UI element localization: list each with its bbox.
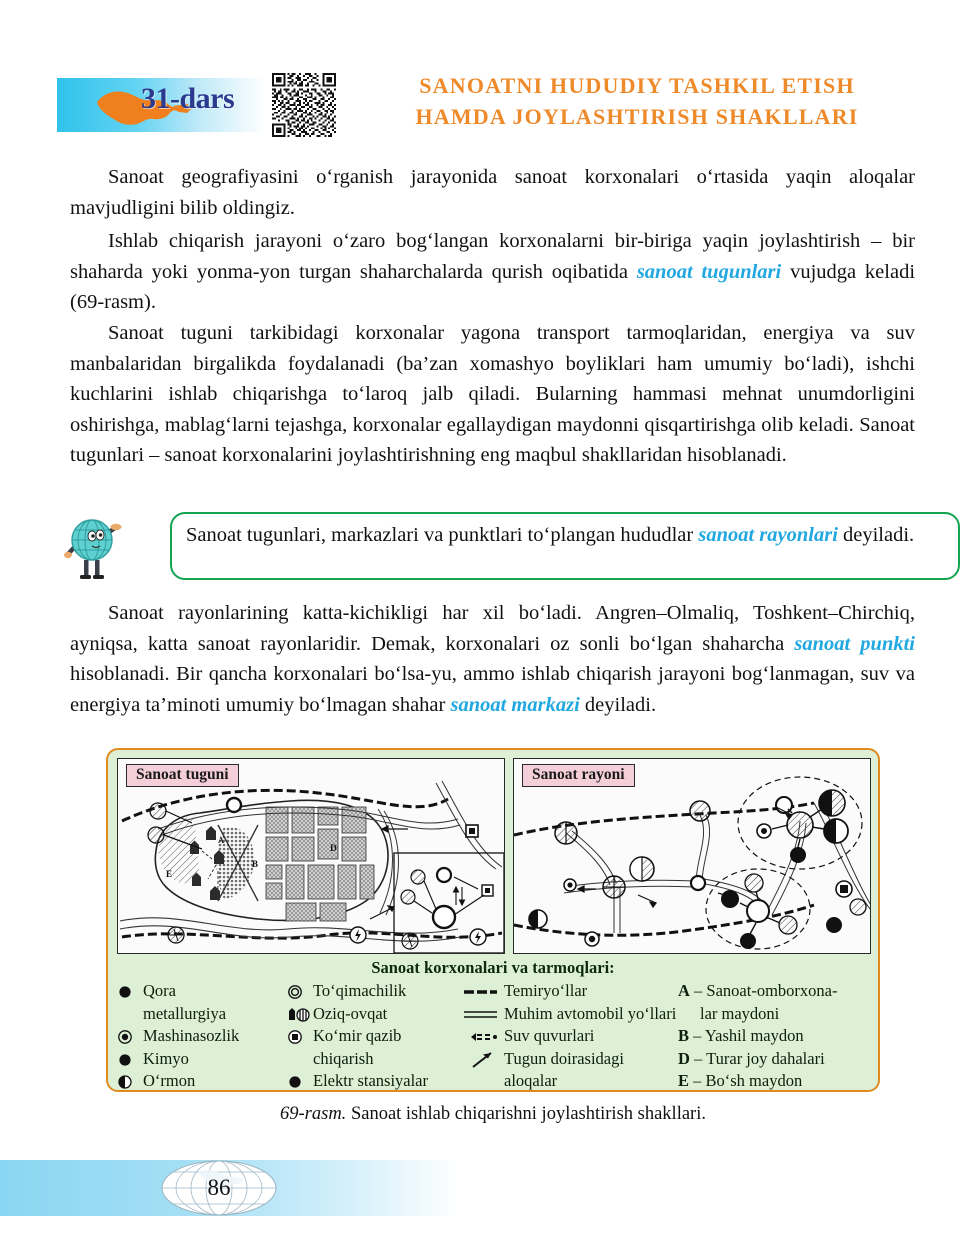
industrial-node-map [118, 759, 505, 954]
legend-label: Tugun doirasidagi [504, 1048, 624, 1068]
paragraph-intro-text: Sanoat geografiyasini o‘rganish jarayonida sanoat korxonalari o‘rtasida yaqin aloqalar mavjudligini bilib oldingiz. [70, 166, 915, 219]
map-zone-label-D: D [330, 844, 337, 854]
legend-label: Muhim avtomobil yo‘llari [504, 1003, 677, 1023]
paragraph-rayonlari [70, 598, 915, 720]
paragraph-tugunlari [70, 226, 915, 318]
legend-key: E [678, 1071, 690, 1090]
page-header [57, 70, 917, 142]
legend-dash: – [693, 1071, 702, 1090]
legend-title: Sanoat korxonalari va tarmoqlari: [371, 958, 615, 977]
legend-column-4 [678, 980, 872, 1090]
legend-dash: – [693, 1026, 702, 1045]
globe-mascot-icon [62, 508, 124, 584]
legend-label: Bo‘sh maydon [705, 1071, 803, 1090]
legend-label: Oziq-ovqat [313, 1003, 388, 1023]
lesson-badge [57, 78, 265, 132]
paragraph-3-text: Sanoat tuguni tarkibidagi korxonalar yagona transport tarmoqlaridan, energiya va suv manbalaridan birgalikda foydalanadi (ba’zan xomashyo boyliklari ham umumiy bo‘ladi), ishchi kuchlarini ishlab chiqarishga to‘laroq jalb qiladi. Bularning hammasi mehnat unumdorligini oshirishga, mablag‘larni tejashga, korxonalar egallaydigan maydonni qisqartirishga olib keladi. Sanoat tugunlari – sanoat korxonalarini joylashtirishning eng maqbul shakllaridan hisoblanadi. [70, 322, 915, 467]
legend-column-1 [118, 980, 288, 1090]
legend-label-cont: chiqarish [313, 1048, 374, 1068]
paragraph-tuguni-details [70, 318, 915, 471]
arrow-up-right-icon [463, 1048, 499, 1070]
map-zone-label-A: A [218, 835, 225, 845]
legend-label: Elektr stansiyalar [313, 1071, 429, 1090]
paragraph-2-part-a: Ishlab chiqarish jarayoni o‘zaro bog‘langan korxonalarni bir-biriga yaqin joylashtirish – bir shaharda yoki yonma-yon turgan shaharchalarda qurish oqibatida [70, 230, 915, 283]
page-number: 86 [207, 1175, 231, 1200]
legend-item [288, 1070, 463, 1092]
double-ring-circle-icon [288, 980, 308, 1002]
legend-item [463, 980, 678, 1003]
figure-caption-text: Sanoat ishlab chiqarishni joylashtirish shakllari. [346, 1104, 706, 1124]
legend-label: Turar joy dahalari [706, 1048, 825, 1068]
legend-item [288, 1025, 463, 1048]
legend-label-cont: metallurgiya [143, 1003, 227, 1023]
paragraph-intro [70, 162, 915, 223]
legend-item [118, 1070, 288, 1092]
definition-part-a: Sanoat tugunlari, markazlari va punktlari to‘plangan hududlar [186, 524, 699, 546]
definition-part-b: deyiladi. [837, 524, 915, 546]
definition-box [170, 512, 960, 580]
map-zone-label-B: B [252, 859, 259, 869]
term-sanoat-punkti: sanoat punkti [794, 632, 915, 655]
legend-dash: – [694, 981, 703, 1000]
striped-circle-icon [288, 1003, 308, 1025]
legend-key: D [678, 1048, 690, 1068]
filled-circle-icon [288, 1070, 308, 1092]
legend-key-item [678, 1048, 872, 1071]
legend-label: Qora [143, 981, 176, 1000]
definition-callout [62, 512, 917, 584]
page-title-line2: HAMDA JOYLASHTIRISH SHAKLLARI [415, 104, 859, 129]
legend-key-item [678, 1070, 872, 1092]
dashed-arrow-icon [463, 1025, 499, 1047]
legend-dash: – [694, 1048, 703, 1068]
term-sanoat-tugunlari: sanoat tugunlari [636, 260, 782, 283]
legend-item [118, 980, 288, 1003]
map-zone-label-E: E [166, 869, 173, 879]
figure-caption [106, 1104, 880, 1125]
figure-caption-number: 69-rasm. [280, 1104, 347, 1124]
lesson-number-label: 31-dars [141, 82, 235, 115]
double-ring-filled-circle-icon [118, 1025, 138, 1047]
legend-item [118, 1025, 288, 1048]
term-sanoat-rayonlari: sanoat rayonlari [698, 524, 838, 546]
legend-item [463, 1003, 678, 1026]
paragraph-4-part-b: hisoblanadi. Bir qancha korxonalari bo‘lsa-yu, ammo ishlab chiqarish jarayoni bog‘lanmagan, suv va energiya ta’minoti umumiy bo‘lmagan shahar [70, 663, 915, 716]
legend-label: Ko‘mir qazib [313, 1026, 402, 1045]
double-line-icon [463, 1003, 499, 1025]
legend-label: Kimyo [143, 1048, 189, 1068]
panel-left-label: Sanoat tuguni [126, 764, 239, 787]
definition-text [186, 520, 946, 550]
filled-circle-icon [118, 980, 138, 1002]
legend [118, 980, 872, 1090]
filled-circle-icon [118, 1048, 138, 1070]
panel-sanoat-rayoni [513, 758, 871, 954]
railway-line-icon [463, 980, 499, 1002]
legend-item [463, 1025, 678, 1048]
legend-label: Suv quvurlari [504, 1026, 595, 1045]
legend-label: Mashinasozlik [143, 1026, 240, 1045]
legend-label: O‘rmon [143, 1071, 196, 1090]
panel-right-label: Sanoat rayoni [522, 764, 635, 787]
qr-code-icon[interactable] [272, 72, 336, 138]
figure-69 [106, 748, 880, 1092]
term-sanoat-markazi: sanoat markazi [450, 693, 580, 716]
legend-label-cont: lar maydoni [700, 1003, 780, 1023]
square-in-circle-icon [288, 1025, 308, 1047]
legend-label: Yashil maydon [704, 1026, 804, 1045]
legend-key: B [678, 1026, 690, 1045]
legend-label-cont: aloqalar [504, 1071, 558, 1090]
paragraph-4-part-c: deyiladi. [579, 693, 657, 716]
legend-key-item [678, 980, 872, 1025]
legend-key: A [678, 981, 690, 1000]
legend-key-item [678, 1025, 872, 1048]
panel-sanoat-tuguni [117, 758, 505, 954]
half-filled-circle-icon [118, 1070, 138, 1092]
page-title [357, 70, 917, 132]
legend-item [288, 1003, 463, 1026]
legend-item [288, 980, 463, 1003]
legend-label: Temiryo‘llar [504, 981, 588, 1000]
legend-item [463, 1048, 678, 1071]
industrial-region-map [514, 759, 871, 954]
legend-label: To‘qimachilik [313, 981, 407, 1000]
paragraph-4-part-a: Sanoat rayonlarining katta-kichikligi har xil bo‘ladi. Angren–Olmaliq, Toshkent–Chirchiq, ayniqsa, katta sanoat rayonlaridir. Demak, korxonalari oz sonli bo‘lgan shaharcha [70, 602, 915, 655]
legend-column-2 [288, 980, 463, 1090]
figure-panels [117, 758, 871, 954]
paragraph-2-part-b: vujudga keladi (69-rasm). [70, 260, 916, 314]
legend-column-3 [463, 980, 678, 1090]
page-title-line1: SANOATNI HUDUDIY TASHKIL ETISH [419, 73, 855, 98]
legend-item [118, 1048, 288, 1071]
legend-label: Sanoat-omborxona- [706, 981, 838, 1000]
